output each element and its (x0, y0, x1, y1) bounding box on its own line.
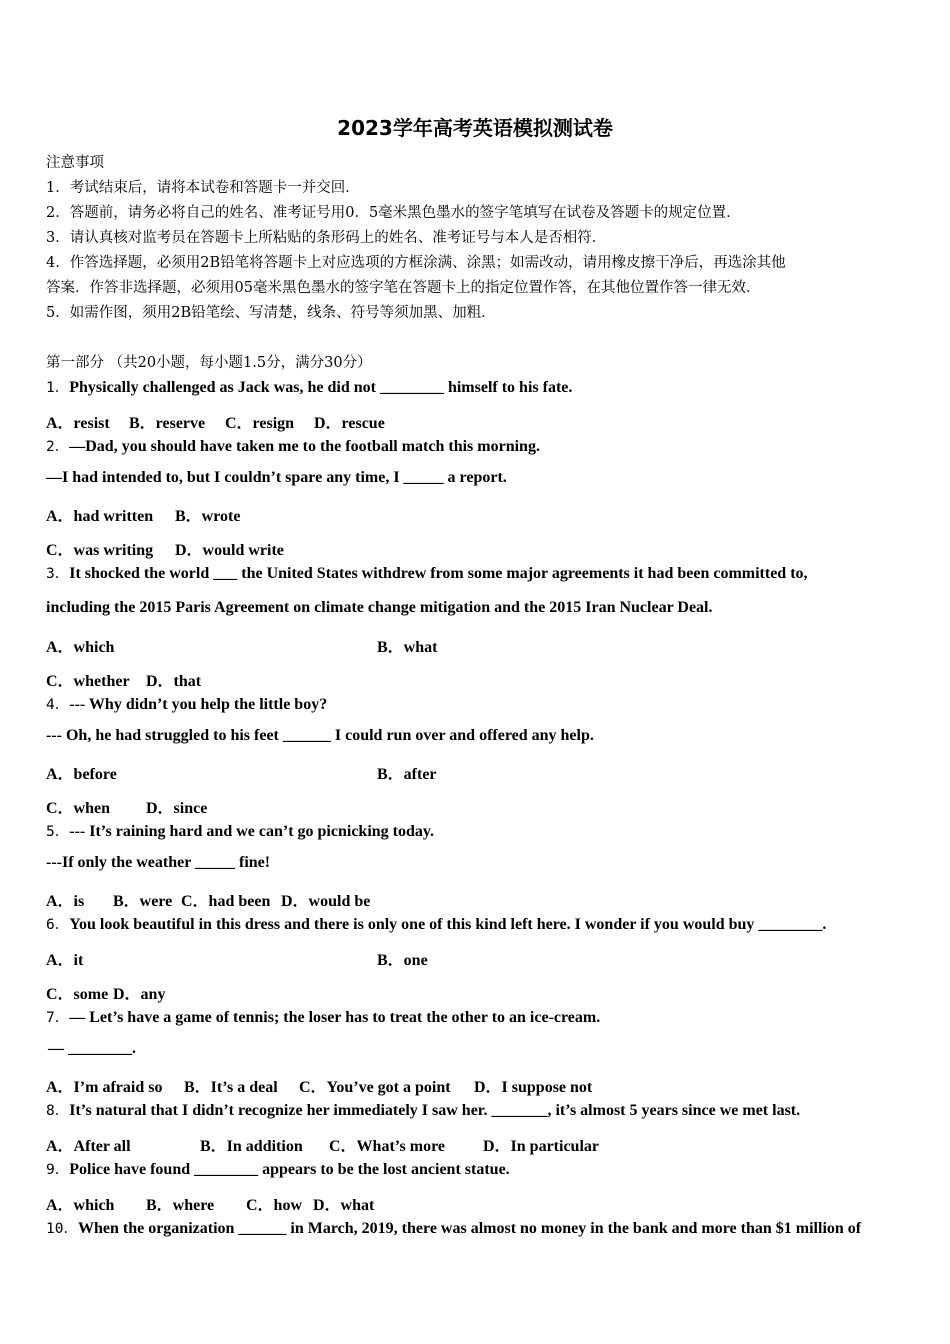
option-a[interactable]: A．before (46, 766, 117, 783)
option-c[interactable]: C．when (46, 800, 111, 817)
option-b[interactable]: B．after (377, 766, 437, 783)
option-c[interactable]: C．You’ve got a point (299, 1079, 451, 1096)
option-a[interactable]: A．I’m afraid so (46, 1079, 163, 1096)
option-b[interactable]: B．one (377, 952, 428, 969)
question-7 (46, 1006, 600, 1027)
page-title: 2023学年高考英语模拟测试卷 (337, 116, 613, 140)
option-d[interactable]: D．I suppose not (474, 1079, 593, 1096)
question-text-line2: including the 2015 Paris Agreement on climate change mitigation and the 2015 Iran Nuclear Deal. (46, 599, 713, 616)
question-8 (46, 1099, 800, 1120)
option-a[interactable]: A．it (46, 952, 84, 969)
question-number: 3． (46, 566, 70, 582)
option-a[interactable]: A．which (46, 1197, 115, 1214)
option-c[interactable]: C．was writing (46, 542, 154, 559)
notice-item: 3．请认真核对监考员在答题卡上所粘贴的条形码上的姓名、准考证号与本人是否相符． (46, 230, 607, 246)
question-text: --- Why didn’t you help the little boy? (69, 696, 328, 713)
question-number: 2． (46, 439, 70, 455)
option-c[interactable]: C．resign (225, 415, 295, 432)
option-c[interactable]: C．What’s more (329, 1138, 445, 1155)
question-6-options-row2 (46, 981, 165, 1004)
question-4 (46, 693, 327, 714)
question-text: — Let’s have a game of tennis; the loser has to treat the other to an ice-cream. (69, 1009, 601, 1026)
question-number: 1． (46, 380, 70, 396)
option-a[interactable]: A．resist (46, 415, 110, 432)
option-a[interactable]: A．which (46, 639, 115, 656)
option-d[interactable]: D．would write (175, 542, 284, 559)
question-text-line2: ---If only the weather _____ fine! (46, 854, 271, 871)
option-d[interactable]: D．In particular (483, 1138, 600, 1155)
question-number: 6． (46, 917, 70, 933)
question-3 (46, 562, 808, 583)
option-d[interactable]: D．would be (281, 893, 371, 910)
option-c[interactable]: C．some (46, 986, 109, 1003)
option-d[interactable]: D．since (146, 800, 208, 817)
question-text: It shocked the world ___ the United States withdrew from some major agreements it had been committed to, (69, 565, 808, 582)
question-1-options (46, 410, 385, 433)
option-d[interactable]: D．that (146, 673, 202, 690)
question-8-options (46, 1133, 599, 1156)
question-text: —Dad, you should have taken me to the football match this morning. (69, 438, 540, 455)
question-text-line2: —I had intended to, but I couldn’t spare any time, I _____ a report. (46, 469, 507, 486)
question-4-options-row1 (46, 761, 437, 784)
section-heading: 第一部分 （共20小题，每小题1.5分，满分30分） (46, 355, 372, 371)
question-10 (46, 1217, 861, 1238)
option-b[interactable]: B．where (146, 1197, 215, 1214)
question-2 (46, 435, 540, 456)
question-9 (46, 1158, 510, 1179)
question-number: 4． (46, 697, 70, 713)
question-1 (46, 376, 572, 397)
option-b[interactable]: B．were (113, 893, 173, 910)
question-2-options-row2 (46, 537, 284, 560)
question-number: 8． (46, 1103, 70, 1119)
option-a[interactable]: A．is (46, 893, 85, 910)
option-b[interactable]: B．wrote (175, 508, 241, 525)
question-text: --- It’s raining hard and we can’t go picnicking today. (69, 823, 435, 840)
option-b[interactable]: B．what (377, 639, 438, 656)
question-number: 7． (46, 1010, 70, 1026)
option-b[interactable]: B．In addition (200, 1138, 303, 1155)
notice-item: 4．作答选择题，必须用2B铅笔将答题卡上对应选项的方框涂满、涂黑；如需改动，请用橡皮擦干净后，再选涂其他 (46, 255, 786, 271)
question-text: You look beautiful in this dress and there is only one of this kind left here. I wonder if you would buy ________. (69, 916, 827, 933)
question-4-options-row2 (46, 795, 207, 818)
question-5 (46, 820, 434, 841)
question-number: 9． (46, 1162, 70, 1178)
notice-heading: 注意事项 (46, 155, 104, 171)
notice-item: 1．考试结束后，请将本试卷和答题卡一并交回． (46, 180, 360, 196)
question-6-options-row1 (46, 947, 428, 970)
question-number: 5． (46, 824, 70, 840)
question-text-line2: --- Oh, he had struggled to his feet ______ I could run over and offered any help. (46, 727, 594, 744)
notice-item: 答案．作答非选择题，必须用05毫米黑色墨水的签字笔在答题卡上的指定位置作答，在其他位置作答一律无效． (46, 280, 761, 296)
question-text: Physically challenged as Jack was, he did not ________ himself to his fate. (69, 379, 573, 396)
option-d[interactable]: D．what (313, 1197, 375, 1214)
option-d[interactable]: D．rescue (314, 415, 385, 432)
notice-item: 5．如需作图，须用2B铅笔绘、写清楚，线条、符号等须加黑、加粗． (46, 305, 496, 321)
question-2-options-row1 (46, 503, 240, 526)
question-6 (46, 913, 826, 934)
option-c[interactable]: C．whether (46, 673, 130, 690)
option-a[interactable]: A．had written (46, 508, 154, 525)
notice-item: 2．答题前，请务必将自己的姓名、准考证号用0．5毫米黑色墨水的签字笔填写在试卷及答题卡的规定位置． (46, 205, 741, 221)
option-c[interactable]: C．how (246, 1197, 303, 1214)
question-3-options-row1 (46, 634, 437, 657)
option-b[interactable]: B．It’s a deal (184, 1079, 278, 1096)
question-text: It’s natural that I didn’t recognize her immediately I saw her. _______, it’s almost 5 years since we met last. (69, 1102, 801, 1119)
option-a[interactable]: A．After all (46, 1138, 131, 1155)
question-5-options (46, 888, 370, 911)
question-number: 10． (46, 1221, 78, 1237)
option-d[interactable]: D．any (113, 986, 166, 1003)
question-text: When the organization ______ in March, 2019, there was almost no money in the bank and more than $1 million of (77, 1220, 862, 1237)
question-3-options-row2 (46, 668, 201, 691)
question-text-line2: — ________. (48, 1040, 136, 1057)
question-text: Police have found ________ appears to be the lost ancient statue. (69, 1161, 510, 1178)
question-9-options (46, 1192, 374, 1215)
option-c[interactable]: C．had been (181, 893, 271, 910)
question-7-options (46, 1074, 592, 1097)
option-b[interactable]: B．reserve (129, 415, 206, 432)
